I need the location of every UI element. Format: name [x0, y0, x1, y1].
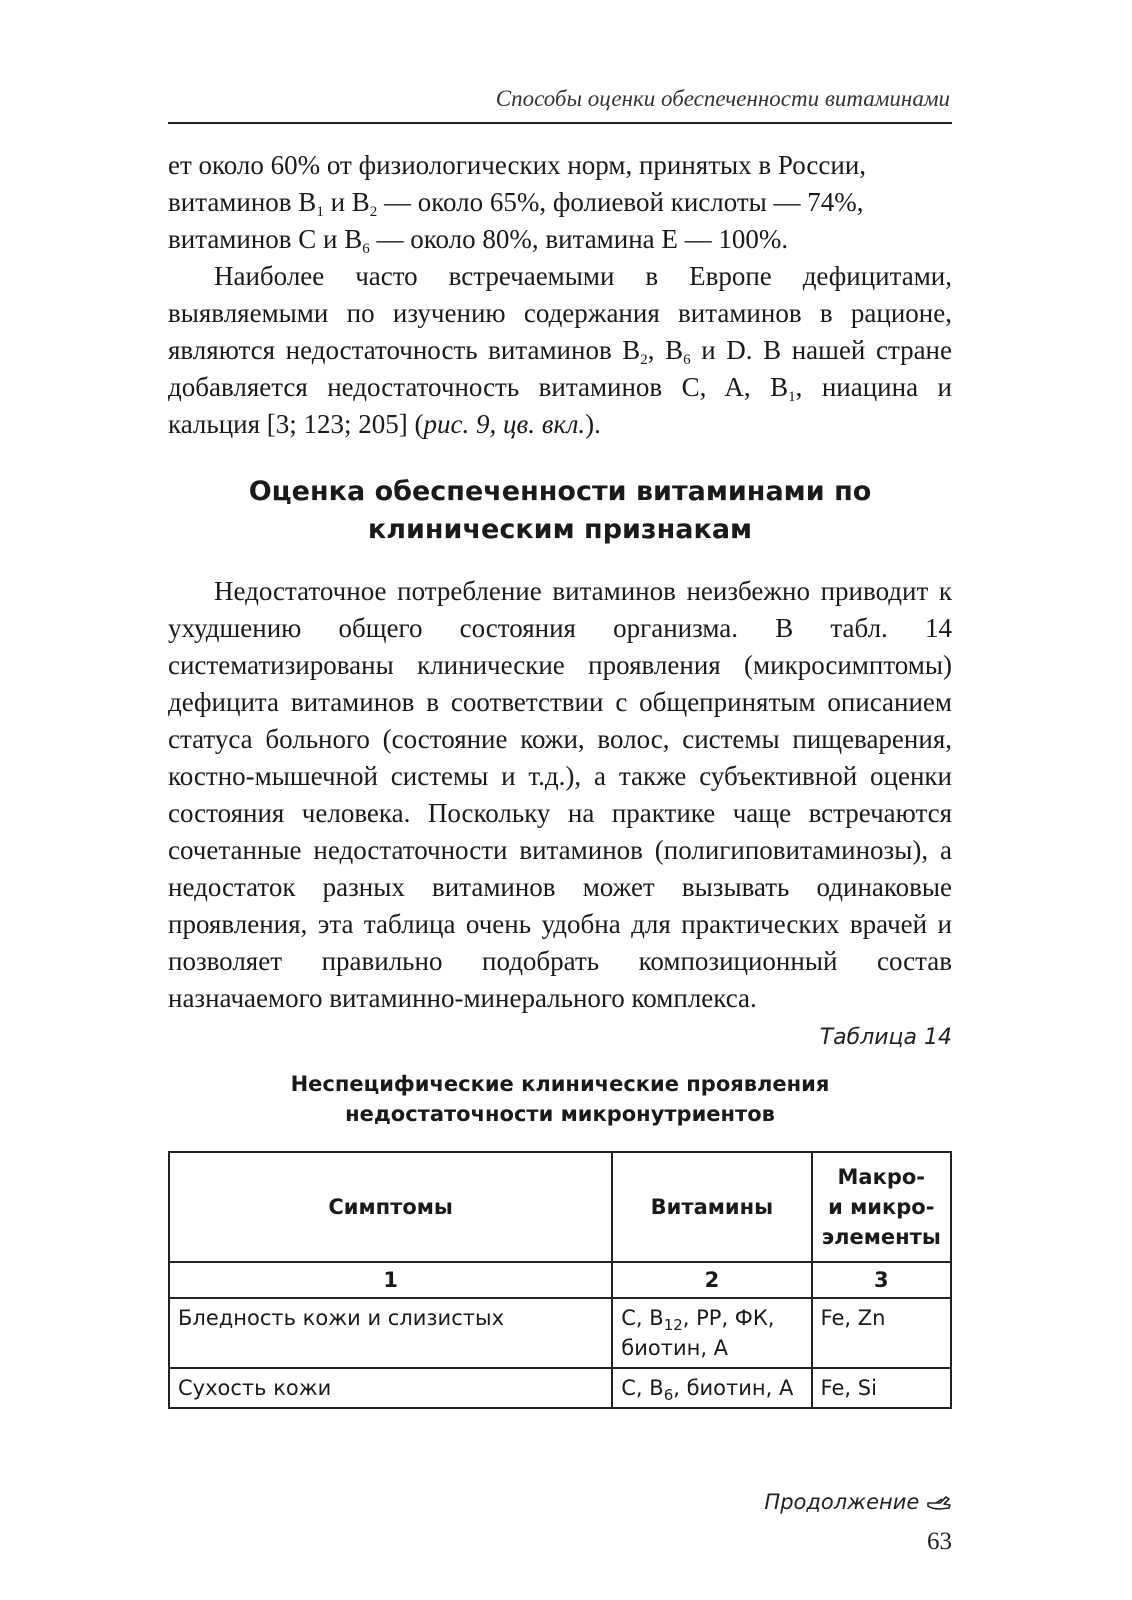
- running-head: Способы оценки обеспеченности витаминами: [495, 86, 950, 111]
- pointing-hand-icon: [926, 1493, 952, 1511]
- elements-cell: Fe, Zn: [812, 1298, 951, 1368]
- table-title: Неспецифические клинические проявления недостаточности микронутриентов: [290, 1072, 830, 1126]
- column-number: 1: [169, 1262, 612, 1298]
- header-rule: [168, 122, 952, 124]
- elements-cell: Fe, Si: [812, 1368, 951, 1408]
- paragraph-clinical: Недостаточное потребление витаминов неизбежно приводит к ухудшению общего состояния организма. В табл. 14 систематизированы клинические проявления (микросимптомы) дефицита витаминов в соответствии с общепринятым описанием статуса больного (состояние кожи, волос, системы пищеварения, костно-мышечной системы и т.д.), а также субъективной оценки состояния человека. Поскольку на практике чаще встречаются сочетанные недостаточности витаминов (полигиповитаминозы), а недостаток разных витаминов может вызывать одинаковые проявления, эта таблица очень удобна для практических врачей и позволяет правильно подобрать композиционный состав назначаемого витаминно-минерального комплекса.: [168, 576, 952, 1013]
- symptom-cell: Бледность кожи и слизистых: [169, 1298, 612, 1368]
- table-header-row: [169, 1152, 951, 1262]
- table-number-label: Таблица 14: [819, 1025, 952, 1050]
- figure-reference: рис. 9, цв. вкл.: [423, 409, 586, 439]
- column-number-row: [169, 1262, 951, 1298]
- micronutrient-table: [168, 1151, 952, 1409]
- column-number: 2: [612, 1262, 811, 1298]
- paragraph-line: витаминов C и $B_6$ — около 80%, витамина E — 100%.: [168, 224, 789, 257]
- vitamins-cell: C, $B_{12}$, PP, ФК, биотин, A: [612, 1298, 811, 1368]
- table-row: [169, 1298, 951, 1368]
- header-symptoms: Симптомы: [169, 1152, 612, 1262]
- paragraph-line: ет около 60% от физиологических норм, принятых в России,: [168, 150, 867, 180]
- section-heading: Оценка обеспеченности витаминами по клиническим признакам: [248, 476, 872, 545]
- column-number: 3: [812, 1262, 951, 1298]
- paragraph-continued: [168, 147, 952, 258]
- vitamins-cell: C, $B_6$, биотин, A: [612, 1368, 811, 1408]
- header-vitamins: Витамины: [612, 1152, 811, 1262]
- header-elements: Макро- и микро- элементы: [812, 1152, 951, 1262]
- continuation-note: Продолжение: [168, 1490, 952, 1514]
- paragraph-line: витаминов $B_1$ и $B_2$ — около 65%, фолиевой кислоты — 74%,: [168, 187, 864, 220]
- symptom-cell: Сухость кожи: [169, 1368, 612, 1408]
- table-row: [169, 1368, 951, 1408]
- page-number: 63: [927, 1528, 952, 1555]
- paragraph-deficits: Наиболее часто встречаемыми в Европе дефицитами, выявляемыми по изучению содержания витаминов в рационе, являются недостаточность витаминов $B_2$, $B_6$ и D. В нашей стране добавляется недостаточность витаминов C, A, $B_1$, ниацина и кальция [3; 123; 205] (рис. 9, цв. вкл.).: [168, 261, 952, 439]
